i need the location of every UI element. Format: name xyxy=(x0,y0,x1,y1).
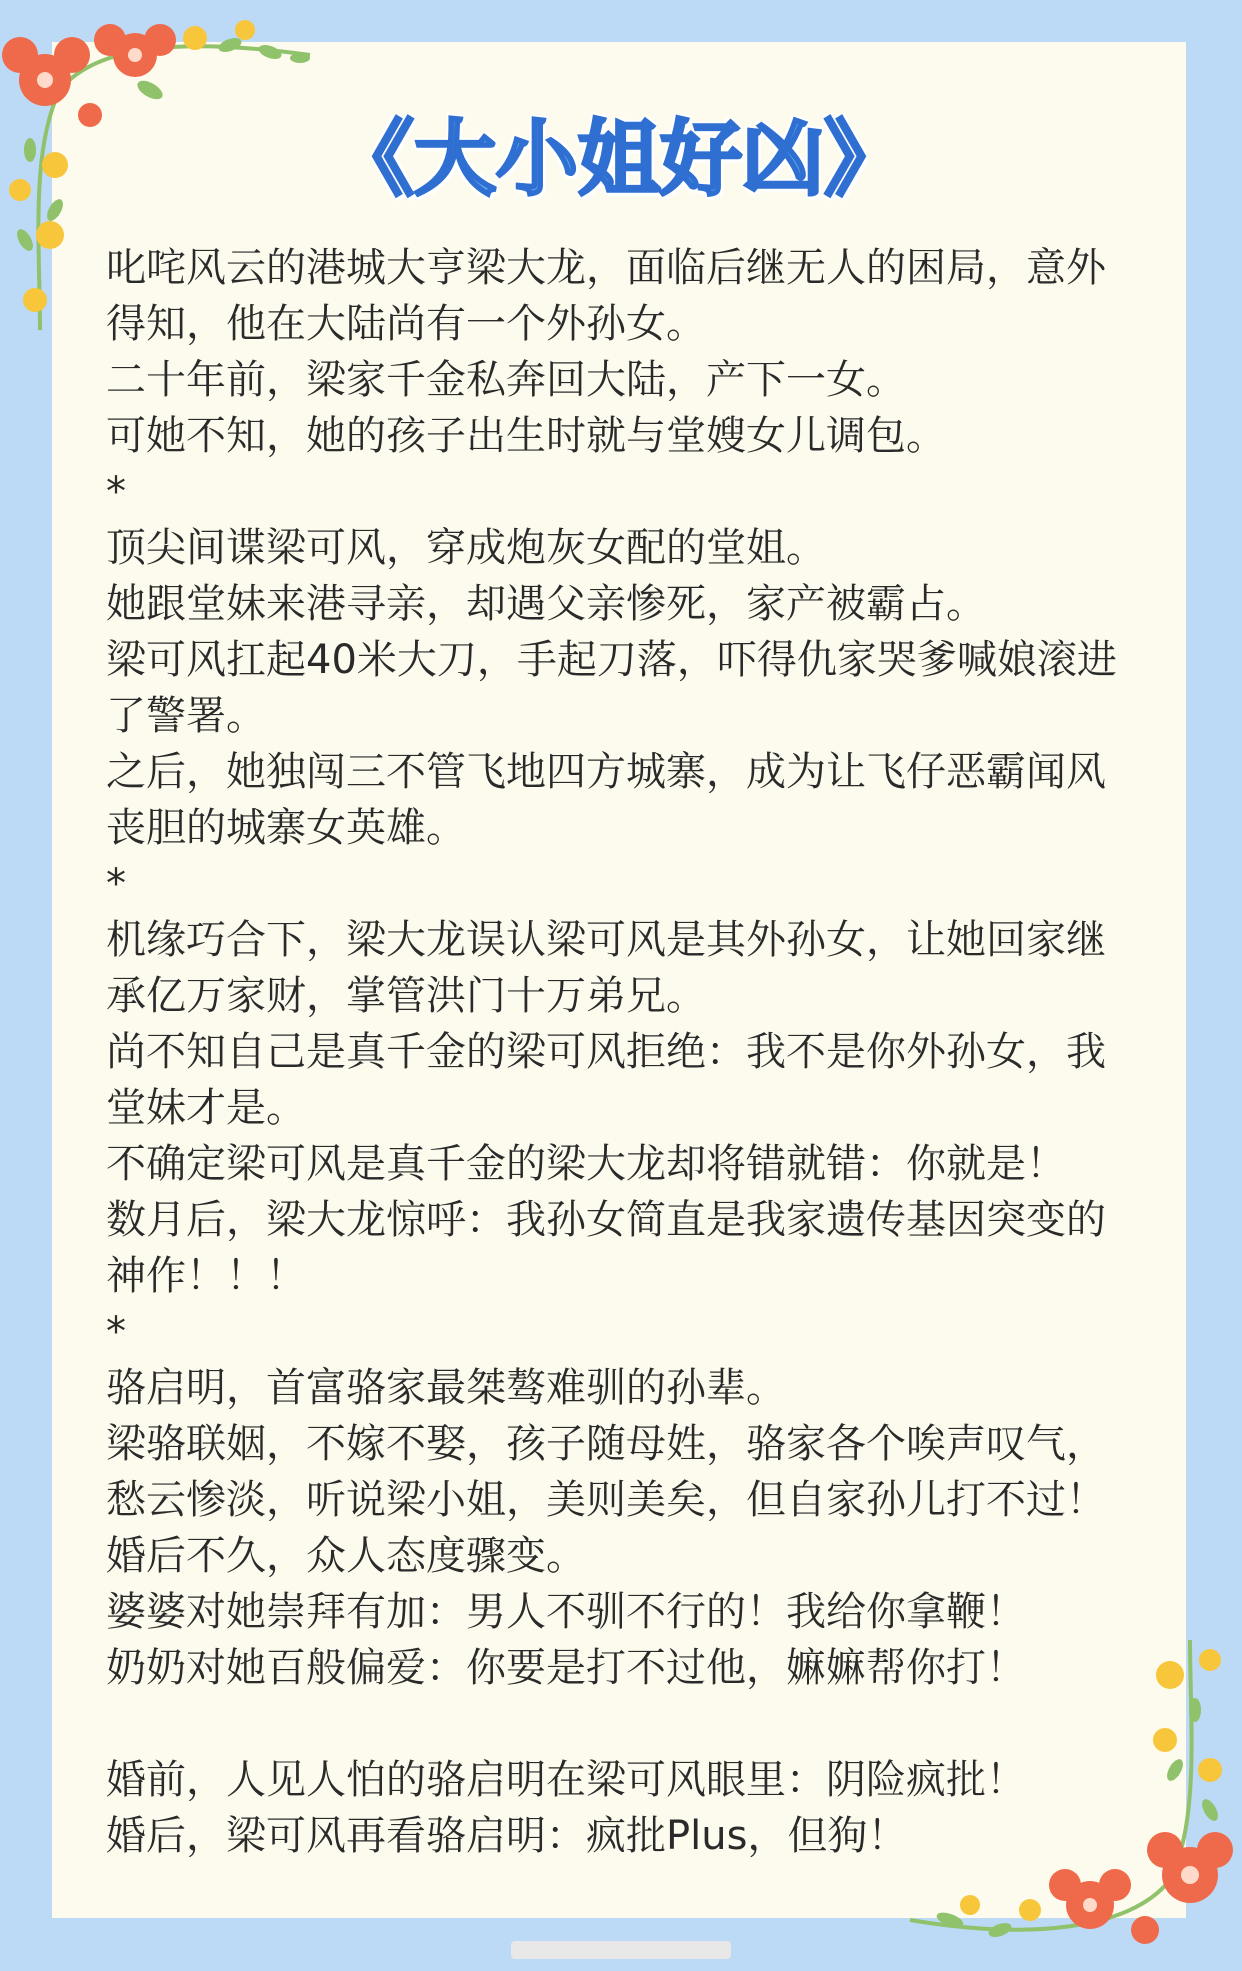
text-line: 顶尖间谍梁可风，穿成炮灰女配的堂姐。 xyxy=(106,525,826,571)
text-line: 她跟堂妹来港寻亲，却遇父亲惨死，家产被霸占。 xyxy=(106,581,986,627)
text-line: 机缘巧合下，梁大龙误认梁可风是其外孙女，让她回家继 xyxy=(106,917,1106,963)
text-line: 骆启明，首富骆家最桀骜难驯的孙辈。 xyxy=(106,1365,786,1411)
text-line: 神作！！！ xyxy=(106,1253,306,1299)
text-line: 婆婆对她崇拜有加：男人不驯不行的！我给你拿鞭！ xyxy=(106,1589,1026,1635)
text-line: 婚后不久，众人态度骤变。 xyxy=(106,1533,586,1579)
text-line: 婚前，人见人怕的骆启明在梁可风眼里：阴险疯批！ xyxy=(106,1757,1026,1803)
text-line: 可她不知，她的孩子出生时就与堂嫂女儿调包。 xyxy=(106,413,946,459)
text-line: 了警署。 xyxy=(106,693,266,739)
flower-garland-top-left-icon xyxy=(0,0,330,340)
section-separator: * xyxy=(106,1309,126,1355)
text-line: 梁可风扛起40米大刀，手起刀落，吓得仇家哭爹喊娘滚进 xyxy=(106,637,1117,683)
text-line: 婚后，梁可风再看骆启明：疯批Plus，但狗！ xyxy=(106,1813,908,1859)
text-line: 尚不知自己是真千金的梁可风拒绝：我不是你外孙女，我 xyxy=(106,1029,1106,1075)
text-line: 数月后，梁大龙惊呼：我孙女简直是我家遗传基因突变的 xyxy=(106,1197,1106,1243)
text-line: 愁云惨淡，听说梁小姐，美则美矣，但自家孙儿打不过！ xyxy=(106,1477,1106,1523)
text-line: 奶奶对她百般偏爱：你要是打不过他，嫲嫲帮你打！ xyxy=(106,1645,1026,1691)
page-title: 《大小姐好凶》 xyxy=(331,112,906,207)
text-line: 二十年前，梁家千金私奔回大陆，产下一女。 xyxy=(106,357,906,403)
watermark xyxy=(0,1941,1242,1963)
text-line: 之后，她独闯三不管飞地四方城寨，成为让飞仔恶霸闻风 xyxy=(106,749,1106,795)
text-line: 得知，他在大陆尚有一个外孙女。 xyxy=(106,301,706,347)
text-line: 叱咤风云的港城大亨梁大龙，面临后继无人的困局，意外 xyxy=(106,245,1106,291)
text-line: 不确定梁可风是真千金的梁大龙却将错就错：你就是！ xyxy=(106,1141,1066,1187)
text-line: 承亿万家财，掌管洪门十万弟兄。 xyxy=(106,973,706,1019)
section-separator: * xyxy=(106,861,126,907)
section-separator: * xyxy=(106,469,126,515)
text-line: 丧胆的城寨女英雄。 xyxy=(106,805,466,851)
text-line: 梁骆联姻，不嫁不娶，孩子随母姓，骆家各个唉声叹气， xyxy=(106,1421,1106,1467)
text-line: 堂妹才是。 xyxy=(106,1085,306,1131)
flower-garland-bottom-right-icon xyxy=(890,1620,1242,1971)
